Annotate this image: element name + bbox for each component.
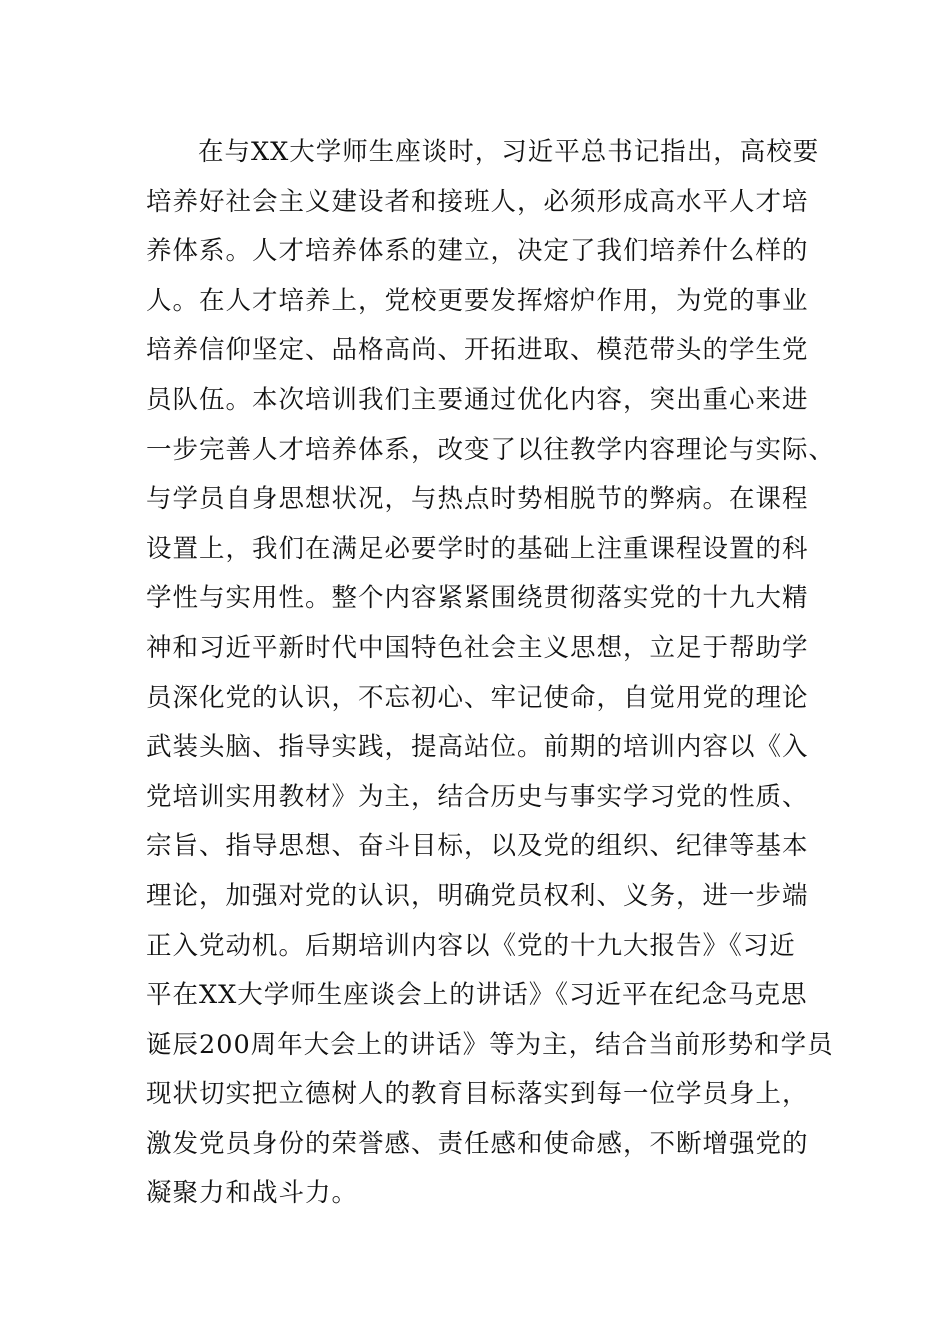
paragraph-line: 员队伍。本次培训我们主要通过优化内容，突出重心来进 xyxy=(146,384,809,415)
paragraph-line: 武装头脑、指导实践，提高站位。前期的培训内容以《入 xyxy=(146,732,809,763)
paragraph-line: 现状切实把立德树人的教育目标落实到每一位学员身上， xyxy=(146,1079,809,1110)
paragraph-line: 凝聚力和战斗力。 xyxy=(146,1178,359,1209)
paragraph-line: 在与XX大学师生座谈时，习近平总书记指出，高校要 xyxy=(198,137,820,167)
paragraph-line: 理论，加强对党的认识，明确党员权利、义务，进一步端 xyxy=(146,880,809,911)
paragraph-line: 培养好社会主义建设者和接班人，必须形成高水平人才培 xyxy=(146,186,809,217)
paragraph-line: 人。在人才培养上，党校更要发挥熔炉作用，为党的事业 xyxy=(146,285,809,316)
paragraph-line: 神和习近平新时代中国特色社会主义思想，立足于帮助学 xyxy=(146,632,809,663)
paragraph-line: 学性与实用性。整个内容紧紧围绕贯彻落实党的十九大精 xyxy=(146,583,809,614)
paragraph-line: 诞辰200周年大会上的讲话》等为主，结合当前形势和学员 xyxy=(146,1029,834,1060)
paragraph-line: 养体系。人才培养体系的建立，决定了我们培养什么样的 xyxy=(146,236,809,267)
paragraph-line: 党培训实用教材》为主，结合历史与事实学习党的性质、 xyxy=(146,781,809,812)
paragraph-line: 与学员自身思想状况，与热点时势相脱节的弊病。在课程 xyxy=(146,484,809,515)
paragraph-line: 设置上，我们在满足必要学时的基础上注重课程设置的科 xyxy=(146,533,809,564)
paragraph-line: 一步完善人才培养体系，改变了以往教学内容理论与实际、 xyxy=(146,434,836,465)
paragraph-line: 激发党员身份的荣誉感、责任感和使命感，不断增强党的 xyxy=(146,1128,809,1159)
paragraph-line: 平在XX大学师生座谈会上的讲话》《习近平在纪念马克思 xyxy=(146,980,808,1011)
paragraph-line: 培养信仰坚定、品格高尚、开拓进取、模范带头的学生党 xyxy=(146,335,809,366)
paragraph-line: 正入党动机。后期培训内容以《党的十九大报告》《习近 xyxy=(146,930,796,961)
paragraph-line: 员深化党的认识，不忘初心、牢记使命，自觉用党的理论 xyxy=(146,682,809,713)
body-paragraph xyxy=(146,128,836,1219)
paragraph-line: 宗旨、指导思想、奋斗目标，以及党的组织、纪律等基本 xyxy=(146,831,809,862)
